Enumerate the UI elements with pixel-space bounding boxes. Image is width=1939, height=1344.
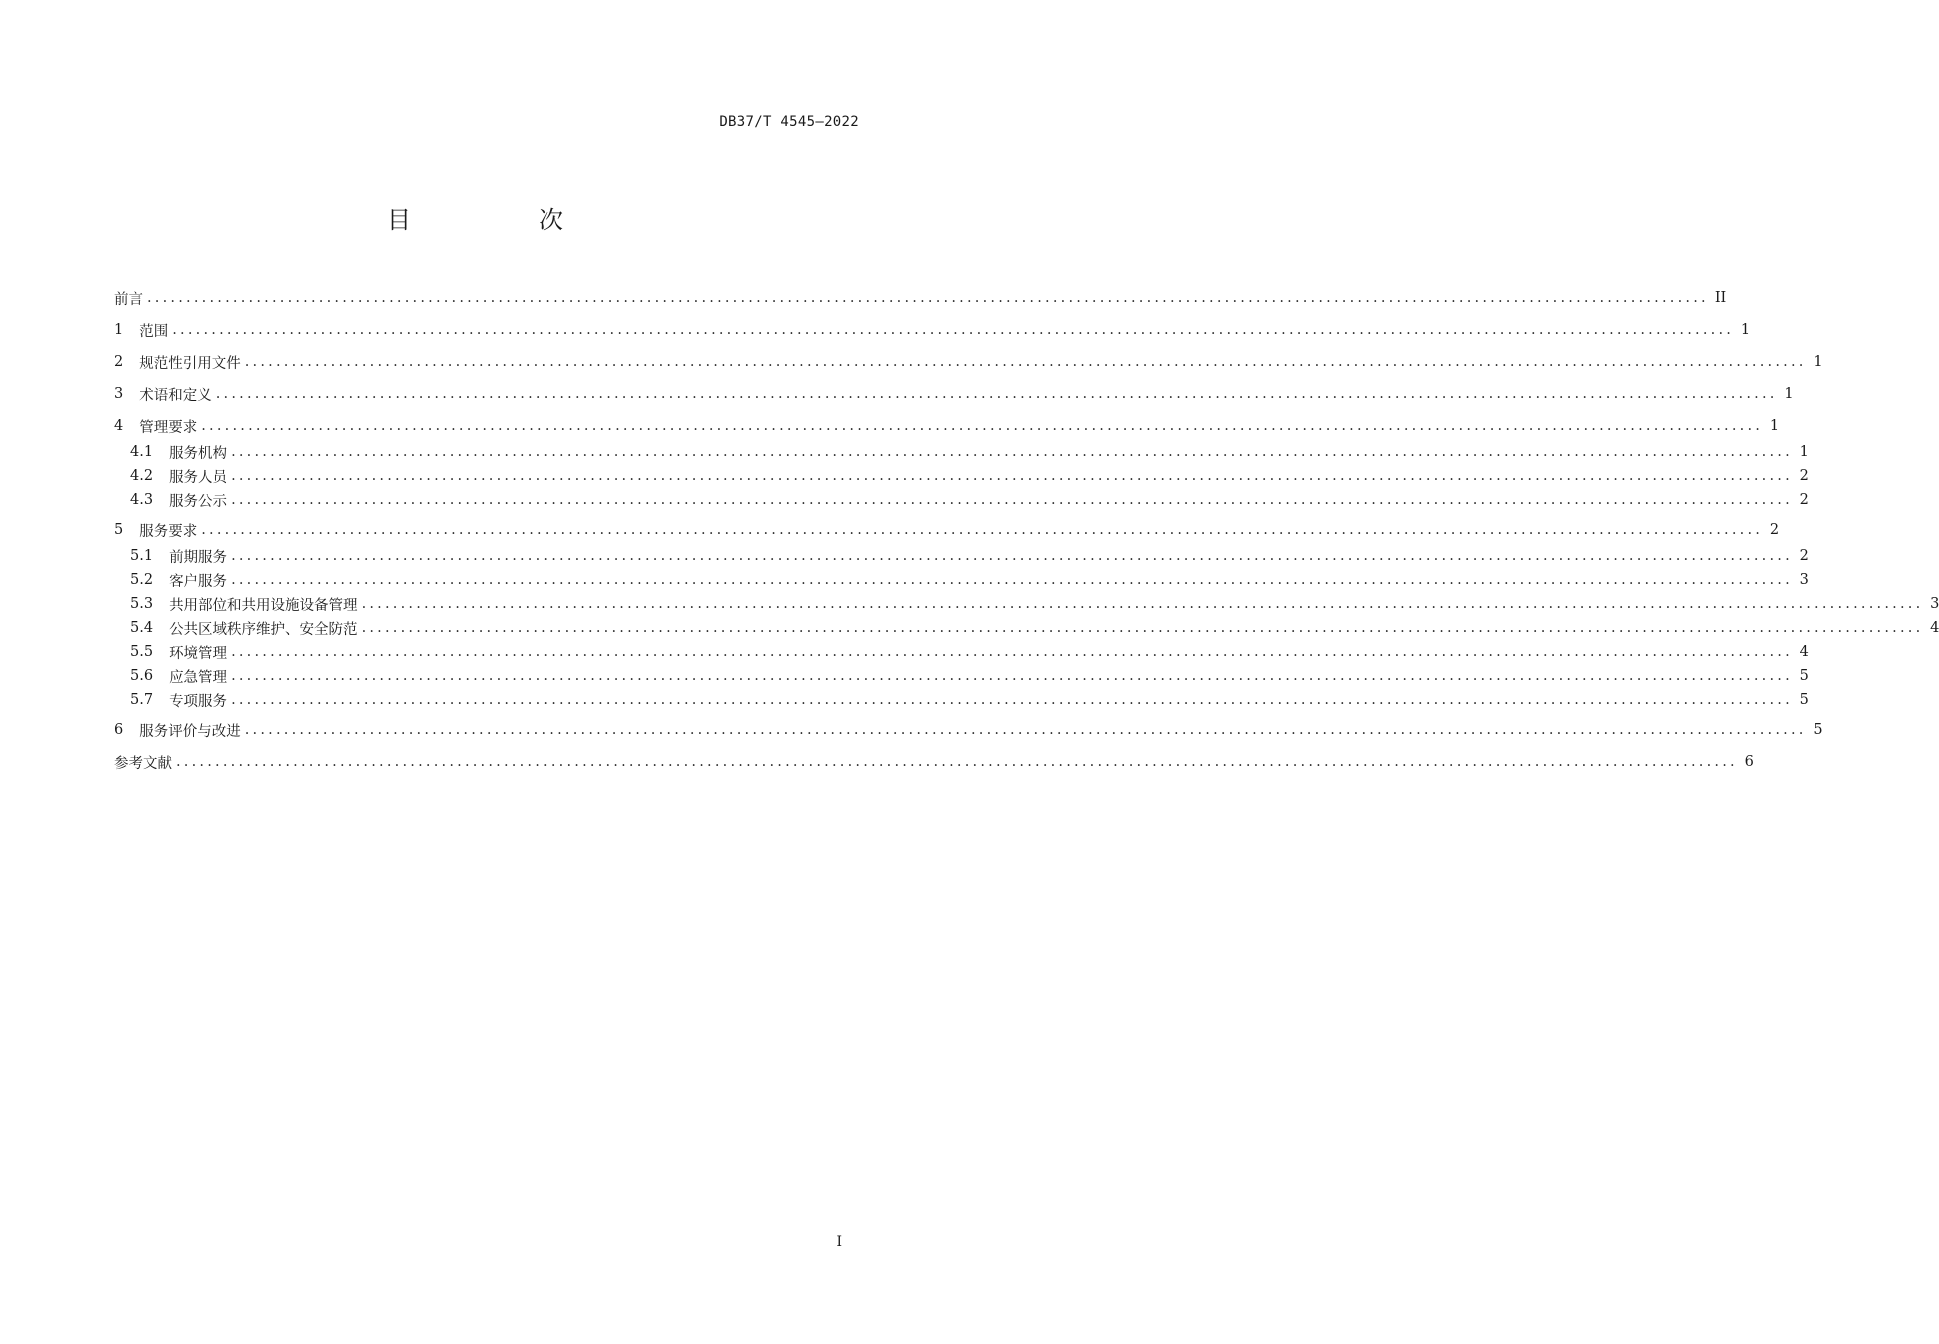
toc-entry-page: 4	[1799, 644, 1809, 660]
toc-entry-page: 1	[1799, 444, 1809, 460]
dot-leader: ........................................................................................................................................................................................................	[147, 290, 1709, 306]
toc-entry-number: 4.2	[130, 468, 154, 484]
toc-entry-number: 5.2	[130, 572, 154, 588]
toc-entry-page: 3	[1799, 572, 1809, 588]
toc-entry[interactable]	[130, 664, 1809, 688]
toc-entry-label: 规范性引用文件	[139, 355, 241, 372]
dot-leader: ........................................................................................................................................................................................................	[231, 444, 1793, 460]
toc-entry-page: 2	[1769, 522, 1780, 538]
toc-entry-page: 1	[1813, 354, 1823, 370]
toc-entry[interactable]	[114, 286, 1727, 310]
toc-entry[interactable]	[130, 488, 1809, 512]
dot-leader: ........................................................................................................................................................................................................	[176, 754, 1738, 770]
toc-entry-page: 2	[1799, 468, 1809, 484]
toc-entry[interactable]	[130, 616, 1939, 640]
toc-entry-label: 术语和定义	[139, 387, 212, 404]
dot-leader: ........................................................................................................................................................................................................	[231, 492, 1793, 508]
dot-leader: ........................................................................................................................................................................................................	[361, 620, 1924, 636]
dot-leader: ........................................................................................................................................................................................................	[172, 322, 1735, 338]
toc-entry-page: 4	[1930, 620, 1939, 636]
toc-entry[interactable]	[114, 350, 1823, 374]
toc-entry-label: 共用部位和共用设施设备管理	[169, 597, 358, 614]
toc-entry-number: 2	[114, 354, 124, 370]
toc-entry-page: 6	[1744, 754, 1754, 770]
toc-entry[interactable]	[130, 688, 1809, 712]
toc-entry-label: 环境管理	[169, 645, 228, 662]
toc-entry-number: 5.4	[130, 620, 154, 636]
dot-leader: ........................................................................................................................................................................................................	[361, 596, 1924, 612]
page-number: I	[836, 1234, 842, 1250]
toc-entry-page: 5	[1813, 722, 1823, 738]
toc-entry-page: 1	[1784, 386, 1794, 402]
toc-entry[interactable]	[114, 414, 1780, 438]
toc-entry[interactable]	[114, 750, 1754, 774]
standard-code: DB37/T 4545—2022	[719, 114, 859, 130]
dot-leader: ........................................................................................................................................................................................................	[215, 386, 1778, 402]
toc-entry[interactable]	[130, 568, 1809, 592]
toc-entry-page: 2	[1799, 492, 1809, 508]
toc-entry[interactable]	[130, 544, 1809, 568]
toc-entry-label: 服务人员	[169, 469, 228, 486]
dot-leader: ........................................................................................................................................................................................................	[231, 644, 1793, 660]
toc-entry-number: 6	[114, 722, 124, 738]
toc-entry-number: 4	[114, 418, 124, 434]
toc-entry-number: 4.1	[130, 444, 154, 460]
toc-entry-page: 5	[1799, 668, 1809, 684]
dot-leader: ........................................................................................................................................................................................................	[231, 468, 1793, 484]
toc-entry-page: II	[1714, 290, 1727, 306]
toc-entry-label: 服务评价与改进	[139, 723, 241, 740]
toc-entry-page: 3	[1930, 596, 1939, 612]
toc-entry-label: 前言	[114, 291, 143, 308]
toc-entry[interactable]	[130, 464, 1809, 488]
toc-entry-page: 5	[1799, 692, 1809, 708]
toc-entry[interactable]	[114, 318, 1751, 342]
toc-entry-number: 1	[114, 322, 124, 338]
toc-entry-label: 服务公示	[169, 493, 228, 510]
dot-leader: ........................................................................................................................................................................................................	[231, 668, 1793, 684]
toc-entry-label: 参考文献	[114, 755, 172, 772]
toc-entry-label: 管理要求	[139, 419, 198, 436]
toc-entry-label: 前期服务	[169, 549, 228, 566]
page-title: 目 次	[387, 206, 615, 234]
dot-leader: ........................................................................................................................................................................................................	[231, 692, 1793, 708]
toc-entry-number: 5	[114, 522, 124, 538]
toc-entry[interactable]	[130, 640, 1809, 664]
toc-entry[interactable]	[114, 718, 1823, 742]
toc-entry-label: 公共区域秩序维护、安全防范	[169, 621, 358, 638]
toc-entry-page: 1	[1769, 418, 1780, 434]
toc-entry[interactable]	[130, 592, 1939, 616]
toc-entry-label: 范围	[139, 323, 169, 340]
toc-entry-label: 客户服务	[169, 573, 228, 590]
toc-entry-number: 4.3	[130, 492, 154, 508]
toc-entry-number: 3	[114, 386, 124, 402]
toc-entry-label: 服务机构	[169, 445, 228, 462]
toc-entry[interactable]	[114, 518, 1780, 542]
toc-entry-number: 5.3	[130, 596, 154, 612]
toc-entry-number: 5.6	[130, 668, 154, 684]
toc-entry-page: 1	[1740, 322, 1751, 338]
toc-entry-number: 5.7	[130, 692, 154, 708]
dot-leader: ........................................................................................................................................................................................................	[201, 522, 1764, 538]
toc-entry-number: 5.1	[130, 548, 154, 564]
dot-leader: ........................................................................................................................................................................................................	[231, 572, 1793, 588]
dot-leader: ........................................................................................................................................................................................................	[244, 354, 1807, 370]
dot-leader: ........................................................................................................................................................................................................	[231, 548, 1793, 564]
toc-entry-number: 5.5	[130, 644, 154, 660]
dot-leader: ........................................................................................................................................................................................................	[244, 722, 1807, 738]
toc-entry[interactable]	[130, 440, 1809, 464]
toc-entry[interactable]	[114, 382, 1794, 406]
toc-entry-page: 2	[1799, 548, 1809, 564]
toc-entry-label: 专项服务	[169, 693, 228, 710]
dot-leader: ........................................................................................................................................................................................................	[201, 418, 1764, 434]
toc-entry-label: 服务要求	[139, 523, 198, 540]
toc-entry-label: 应急管理	[169, 669, 228, 686]
